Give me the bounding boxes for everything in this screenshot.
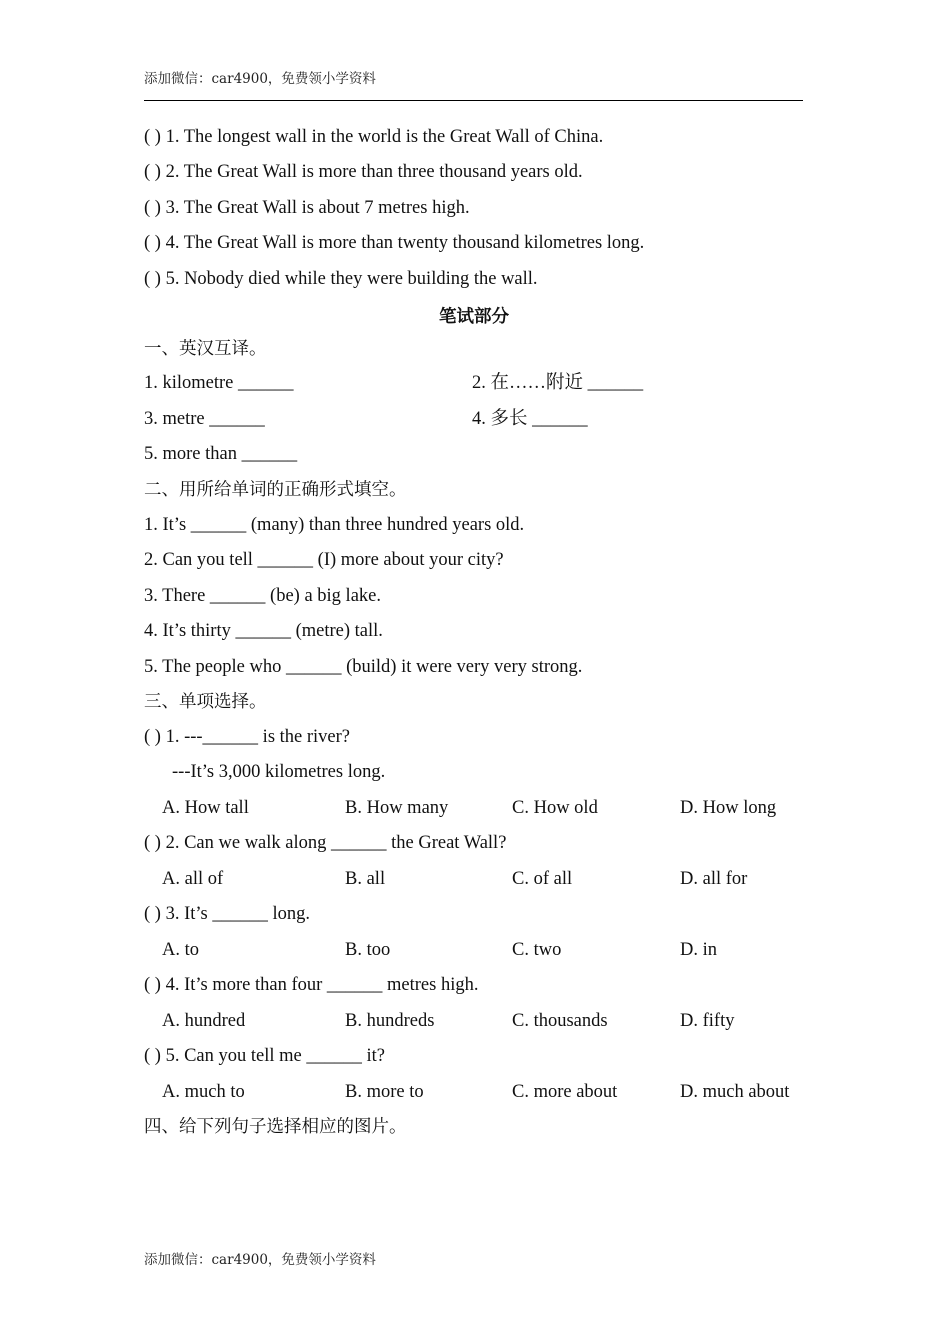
choice-1-option-a: A. How tall bbox=[162, 798, 249, 818]
choice-1-option-d: D. How long bbox=[680, 798, 777, 818]
fill-item-4: 4. It’s thirty ______ (metre) tall. bbox=[144, 621, 383, 641]
choice-3-option-d: D. in bbox=[680, 940, 717, 960]
section3-heading: 三、单项选择。 bbox=[144, 692, 267, 712]
fill-item-1: 1. It’s ______ (many) than three hundred years old. bbox=[144, 515, 525, 535]
choice-2-option-a: A. all of bbox=[162, 869, 224, 889]
choice-stem-2: ( ) 2. Can we walk along ______ the Great Wall? bbox=[144, 833, 507, 853]
choice-stem-5: ( ) 5. Can you tell me ______ it? bbox=[144, 1046, 385, 1066]
choice-4-option-a: A. hundred bbox=[162, 1011, 246, 1031]
fill-item-3: 3. There ______ (be) a big lake. bbox=[144, 586, 381, 606]
choice-4-option-d: D. fifty bbox=[680, 1011, 735, 1031]
translate-item-3: 3. metre ______ bbox=[144, 409, 265, 429]
choice-stem-1-answer-line: ---It’s 3,000 kilometres long. bbox=[172, 762, 386, 782]
translate-item-5: 5. more than ______ bbox=[144, 444, 298, 464]
translate-item-4: 4. 多长 ______ bbox=[472, 409, 588, 429]
choice-1-option-b: B. How many bbox=[345, 798, 449, 818]
translate-item-1: 1. kilometre ______ bbox=[144, 373, 294, 393]
header-rule bbox=[144, 100, 803, 101]
choice-stem-1: ( ) 1. ---______ is the river? bbox=[144, 727, 351, 747]
choice-3-option-b: B. too bbox=[345, 940, 391, 960]
choice-5-option-d: D. much about bbox=[680, 1082, 790, 1102]
choice-stem-3: ( ) 3. It’s ______ long. bbox=[144, 904, 310, 924]
judge-item-2: ( ) 2. The Great Wall is more than three thousand years old. bbox=[144, 162, 583, 182]
judge-item-3: ( ) 3. The Great Wall is about 7 metres high. bbox=[144, 198, 470, 218]
footer-note: 添加微信：car4900，免费领小学资料 bbox=[144, 1252, 376, 1268]
fill-item-5: 5. The people who ______ (build) it were very very strong. bbox=[144, 657, 583, 677]
judge-item-4: ( ) 4. The Great Wall is more than twenty thousand kilometres long. bbox=[144, 233, 645, 253]
choice-2-option-d: D. all for bbox=[680, 869, 748, 889]
section2-heading: 二、用所给单词的正确形式填空。 bbox=[144, 480, 407, 500]
judge-item-1: ( ) 1. The longest wall in the world is the Great Wall of China. bbox=[144, 127, 604, 147]
choice-4-option-c: C. thousands bbox=[512, 1011, 608, 1031]
written-section-title: 笔试部分 bbox=[439, 307, 509, 327]
choice-stem-4: ( ) 4. It’s more than four ______ metres high. bbox=[144, 975, 479, 995]
judge-item-5: ( ) 5. Nobody died while they were building the wall. bbox=[144, 269, 538, 289]
section1-heading: 一、英汉互译。 bbox=[144, 339, 267, 359]
translate-item-2: 2. 在……附近 ______ bbox=[472, 373, 644, 393]
section4-heading: 四、给下列句子选择相应的图片。 bbox=[144, 1117, 407, 1137]
header-note: 添加微信：car4900，免费领小学资料 bbox=[144, 71, 376, 87]
choice-3-option-c: C. two bbox=[512, 940, 562, 960]
fill-item-2: 2. Can you tell ______ (I) more about your city? bbox=[144, 550, 504, 570]
choice-3-option-a: A. to bbox=[162, 940, 199, 960]
choice-4-option-b: B. hundreds bbox=[345, 1011, 435, 1031]
choice-2-option-c: C. of all bbox=[512, 869, 573, 889]
choice-2-option-b: B. all bbox=[345, 869, 386, 889]
choice-5-option-c: C. more about bbox=[512, 1082, 618, 1102]
choice-5-option-a: A. much to bbox=[162, 1082, 245, 1102]
choice-5-option-b: B. more to bbox=[345, 1082, 424, 1102]
choice-1-option-c: C. How old bbox=[512, 798, 598, 818]
